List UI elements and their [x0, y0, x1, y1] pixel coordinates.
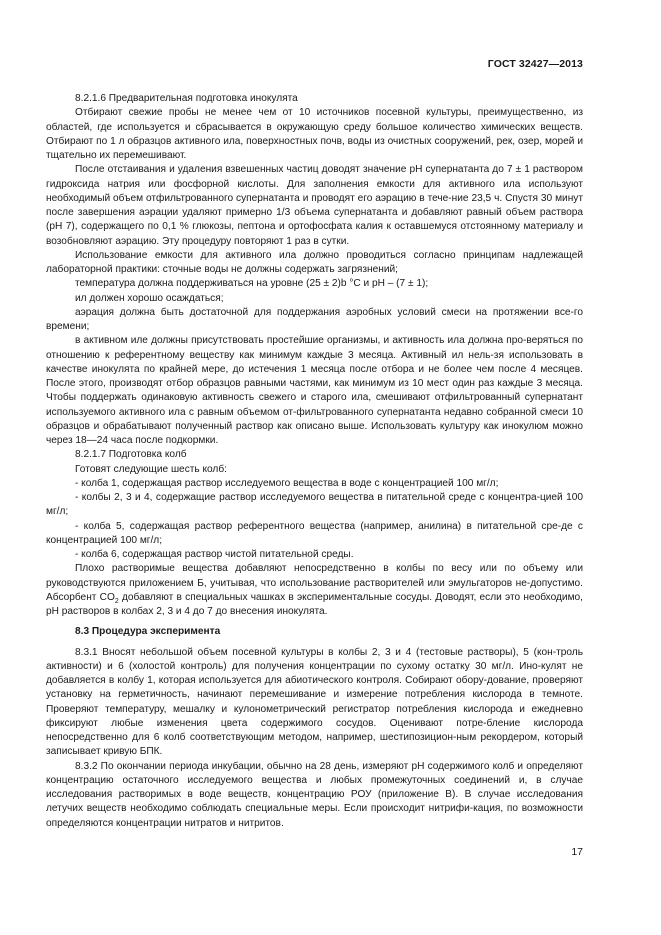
standard-header: ГОСТ 32427—2013 [487, 58, 583, 70]
list-item: - колба 1, содержащая раствор исследуемого вещества в воде с концентрацией 100 мг/л; [75, 477, 499, 489]
paragraph [46, 562, 583, 619]
paragraph: в активном иле должны присутствовать простейшие организмы, и активность ила должна про-веряться по отношению к референтному веществу как минимум каждые 3 месяца. Активный ил нель-зя использовать в качестве инокулята по крайней мере, до истечения 1 месяца после отбора и не более чем после 4 месяцев. После этого, производят отбор образцов равными частями, как минимум из 10 мест один раз каждые 3 месяца. Чтобы поддержать одинаковую активность свежего и старого ила, смешивают отфильтрованный супернатант используемого активного ила с равным объемом от-фильтрованного супернатанта недавно собранной смеси 10 образцов и обрабатывают полученный раствор как описано выше. Использовать культуру как инокулюм можно через 18—24 часа после подкормки. [46, 335, 583, 446]
paragraph: Отбирают свежие пробы не менее чем от 10 источников посевной культуры, преимущественно, из областей, где используется и сбрасывается в окружающую среду большое количество химических веществ. Отбирают по 1 л образцов активного ила, поверхностных почв, воды из очистных сооружений, рек, озер, морей и тщательно их перемешивают. [46, 107, 583, 161]
subsection-heading-8-2-1-7: 8.2.1.7 Подготовка колб [75, 449, 187, 461]
page-number: 17 [571, 846, 583, 858]
paragraph: Использование емкости для активного ила должно проводиться согласно принципам надлежащей лабораторной практики: сточные воды не должны содержать загрязнений; [46, 249, 583, 275]
subscript: 2 [114, 597, 119, 605]
paragraph: аэрация должна быть достаточной для поддержания аэробных условий смеси на протяжении все-го времени; [46, 306, 583, 332]
paragraph: 8.3.2 По окончании периода инкубации, обычно на 28 день, измеряют pH содержимого колб и определяют концентрацию остаточного исследуемого вещества и любых промежуточных соединений и, в случае исследования растворимых в воде веществ, концентрацию РОУ (приложение В). В случае исследования летучих веществ необходимо соблюдать специальные меры. Если происходит нитрифи-кация, по возможности определяются концентрации нитратов и нитритов. [46, 760, 583, 829]
paragraph: После отстаивания и удаления взвешенных частиц доводят значение pH супернатанта до 7 ± 1 раствором гидроксида натрия или фосфорной кислоты. Для заполнения емкости для активного ила используют необходимый объем отфильтрованного супернатанта и проводят его аэрацию в тече-ние 23,5 ч. Спустя 30 минут после завершения аэрации удаляют примерно 1/3 объема супернатанта и добавляют равный объем раствора (pH 7), содержащего по 0,1 % глюкозы, пептона и ортофосфата калия к оставшемуся отстоянному материалу и возобновляют аэрацию. Эту процедуру повторяют 1 раз в сутки. [46, 164, 583, 247]
list-item: - колбы 2, 3 и 4, содержащие раствор исследуемого вещества в питательной среде с концентра-цией 100 мг/л; [46, 492, 583, 518]
paragraph: Готовят следующие шесть колб: [75, 463, 227, 475]
paragraph-text: Плохо растворимые вещества добавляют непосредственно в колбы по весу или по объему или руководствуются приложением Б, учитывая, что использование растворителей или эмульгаторов не-допустимо. Абсорбент CO [46, 563, 583, 603]
document-body [46, 92, 583, 831]
list-item: - колба 6, содержащая раствор чистой питательной среды. [75, 549, 354, 560]
paragraph-text: добавляют в специальных чашках в экспериментальные сосуды. Доводят, если это необходимо, pH растворов в колбах 2, 3 и 4 до 7 до внесения инокулята. [46, 591, 583, 617]
paragraph: температура должна поддерживаться на уровне (25 ± 2)b °C и pH – (7 ± 1); [75, 278, 429, 290]
section-heading-8-3: 8.3 Процедура эксперимента [75, 626, 221, 638]
list-item: - колба 5, содержащая раствор референтного вещества (например, анилина) в питательной сре-де с концентрацией 100 мг/л; [46, 520, 583, 546]
subsection-heading-8-2-1-6: 8.2.1.6 Предварительная подготовка инокулята [75, 93, 298, 104]
paragraph: ил должен хорошо осаждаться; [75, 292, 224, 304]
paragraph: 8.3.1 Вносят небольшой объем посевной культуры в колбы 2, 3 и 4 (тестовые растворы), 5 (кон-троль активности) и 6 (холостой контроль) для получения концентрации по сухому остатку 30 мг/л. Ино-кулят не добавляется в колбу 1, которая используется для абиотического контроля. Собирают обору-дование, проверяют установку на герметичность, начинают перемешивание и измерение потребления кислорода в темноте. Проверяют температуру, мешалку и кулонометрический регистратор потребления кислорода и ежедневно фиксируют любые изменения цвета содержимого сосудов. Оценивают потре-бление кислорода непосредственно для 6 колб соответствующим методом, например, шестипозицион-ным рекордером, который записывает кривую БПК. [46, 646, 583, 758]
